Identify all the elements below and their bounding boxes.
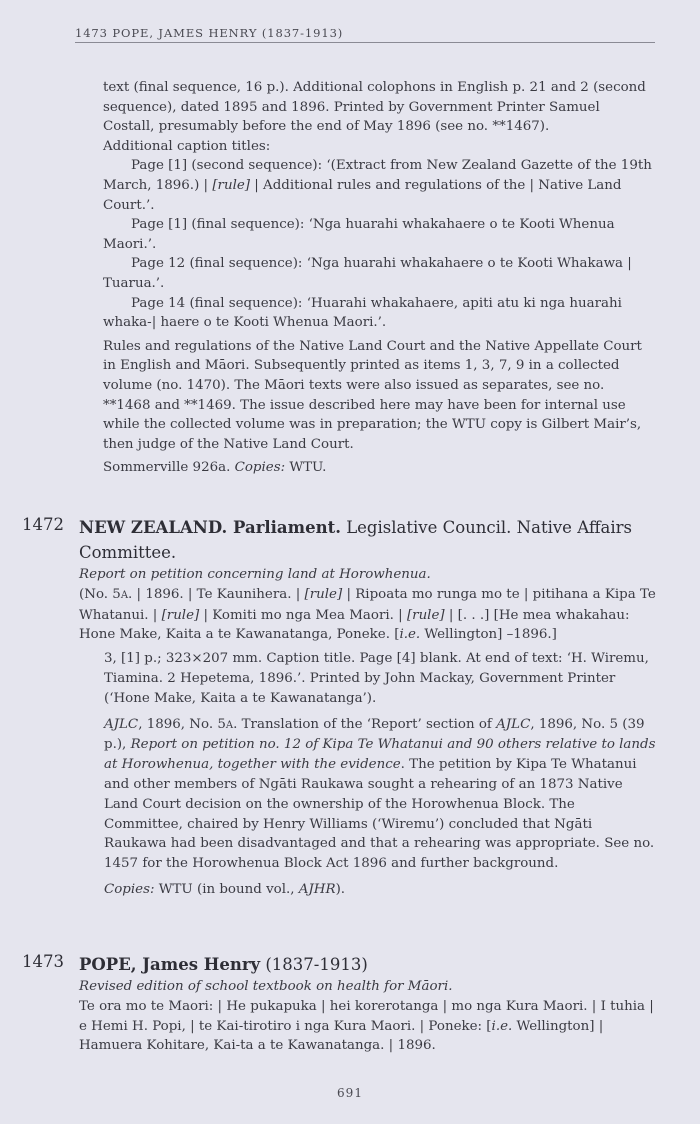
copies-paragraph: Copies: WTU (in bound vol., AJHR). [104,881,346,897]
caption-title-2: Page [1] (final sequence): ‘Nga huarahi whakahaere o te Kooti Whenua Maori.’. [103,217,615,252]
collation-paragraph: 3, [1] p.; 323×207 mm. Caption title. Page [4] blank. At end of text: ‘H. Wiremu, Tiamina. 2 Hepetema, 1896.’. Printed by John Mackay, Government Printer (‘Hone Make, Kaita a te Kawanatanga’). [104,651,649,706]
running-head: 1473 POPE, JAMES HENRY (1837-1913) [75,26,655,43]
entry-continuation [103,78,655,478]
entry-title: Revised edition of school textbook on health for Māori. [79,979,453,994]
caption-title-3: Page 12 (final sequence): ‘Nga huarahi whakahaere o te Kooti Whakawa | Tuarua.’. [103,256,632,291]
entry-heading: NEW ZEALAND. Parliament. Legislative Council. Native Affairs Committee. [79,518,633,562]
page-number: 691 [337,1086,363,1100]
caption-title-1: Page [1] (second sequence): ‘(Extract from New Zealand Gazette of the 19th March, 1896.) | [rule] | Additional rules and regulations of the | Native Land Court.’. [103,158,652,213]
caption-title-4: Page 14 (final sequence): ‘Huarahi whakahaere, apiti atu ki nga huarahi whaka-| haere o te Kooti Whenua Maori.’. [103,295,622,331]
entry-1472 [79,515,656,900]
entry-imprint: Te ora mo te Maori: | He pukapuka | hei korerotanga | mo nga Kura Maori. | I tuhia | e Hemi H. Popi, | te Kai-tirotiro i nga Kura Maori. | Poneke: [i.e. Wellington] | Hamuera Kohitare, Kai-ta a te Kawanatanga. | 1896. [79,998,654,1054]
entry-1473 [79,952,656,1056]
colophon-paragraph: text (final sequence, 16 p.). Additional colophons in English p. 21 and 2 (second sequence), dated 1895 and 1896. Printed by Government Printer Samuel Costall, presumably before the end of May 1896 (see no. **1467). [103,80,646,135]
notes-paragraph: AJLC, 1896, No. 5A. Translation of the ‘Report’ section of AJLC, 1896, No. 5 (39 p.), Report on petition no. 12 of Kipa Te Whatanui and 90 others relative to lands at Horowhenua, together with the evidence. The petition by Kipa Te Whatanui and other members of Ngāti Raukawa sought a rehearing of an 1873 Native Land Court decision on the ownership of the Horowhenua Block. The Committee, chaired by Henry Williams (‘Wiremu’) concluded that Ngāti Raukawa had been disadvantaged and that a rehearing was appropriate. See no. 1457 for the Horowhenua Block Act 1896 and further background. [104,716,656,872]
entry-imprint: (No. 5A. | 1896. | Te Kaunihera. | [rule] | Ripoata mo runga mo te | pitihana a Kipa Te Whatanui. | [rule] | Komiti mo nga Mea Maori. | [rule] | [. . .] [He mea whakahau: Hone Make, Kaita a te Kawanatanga, Poneke. [i.e. Wellington] –1896.] [79,586,656,643]
entry-number-1472: 1472 [22,515,64,534]
entry-number-1473: 1473 [22,952,64,971]
entry-details [104,649,656,900]
caption-titles-label: Additional caption titles: [103,138,271,154]
entry-heading: POPE, James Henry (1837-1913) [79,955,368,974]
entry-title: Report on petition concerning land at Horowhenua. [79,567,431,582]
description-paragraph: Rules and regulations of the Native Land Court and the Native Appellate Court in English and Māori. Subsequently printed as items 1, 3, 7, 9 in a collected volume (no. 1470). The Māori texts were also issued as separates, see no. **1468 and **1469. The issue described here may have been for internal use while the collected volume was in preparation; the WTU copy is Gilbert Mair’s, then judge of the Native Land Court. [103,338,642,452]
reference-paragraph: Sommerville 926a. Copies: WTU. [103,460,327,476]
